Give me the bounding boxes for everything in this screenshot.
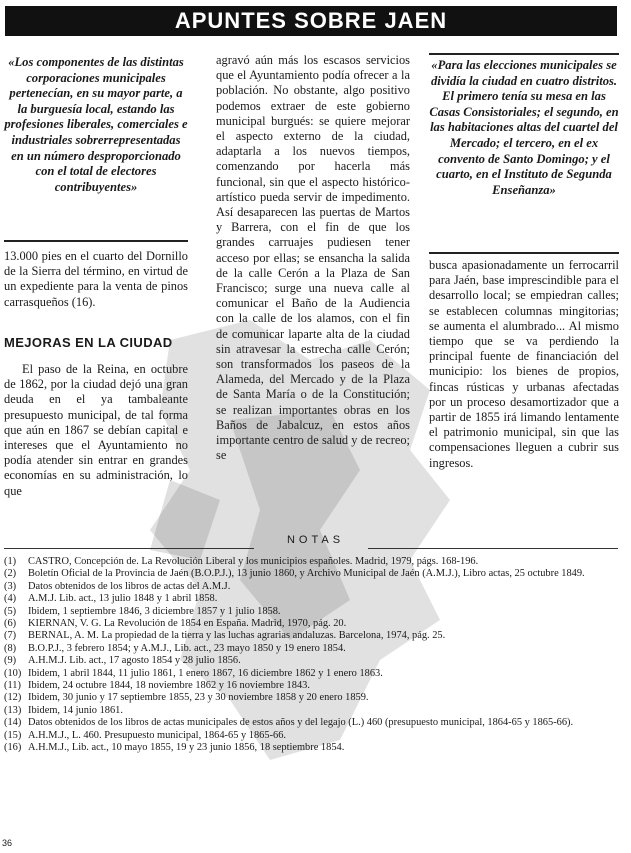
note-text: A.H.M.J. Lib. act., 17 agosto 1854 y 28 julio 1856. — [28, 655, 241, 667]
note-item — [4, 668, 618, 680]
note-item — [4, 568, 618, 580]
note-text: Datos obtenidos de los libros de actas municipales de estos años y del legajo (L.) 460 (presupuesto municipal, 1864-65 y 1865-66). — [28, 717, 574, 729]
pull-quote-left: «Los componentes de las distintas corporaciones municipales pertenecían, en su mayor parte, a la burguesía local, estando las profesiones liberales, comerciales e industriales sobrerrepresentadas en un número desproporcionado con el total de electores contribuyentes» — [4, 55, 188, 194]
note-text: Ibidem, 30 junio y 17 septiembre 1855, 23 y 30 noviembre 1858 y 20 enero 1859. — [28, 692, 369, 704]
right-column — [429, 258, 619, 471]
note-text: Ibidem, 14 junio 1861. — [28, 704, 123, 716]
left-column-intro — [4, 249, 188, 310]
notes-heading: NOTAS — [286, 534, 345, 546]
note-text: Ibidem, 1 abril 1844, 11 julio 1861, 1 enero 1867, 16 diciembre 1862 y 1 enero 1863. — [28, 667, 383, 679]
note-number: (14) — [4, 717, 22, 729]
note-text: A.M.J. Lib. act., 13 julio 1848 y 1 abril 1858. — [28, 593, 218, 605]
note-text: A.H.M.J., Lib. act., 10 mayo 1855, 19 y 23 junio 1856, 18 septiembre 1854. — [28, 742, 345, 754]
left-column-paragraph-1: 13.000 pies en el cuarto del Dornillo de la Sierra del término, en virtud de un expediente para la venta de pinos carrasqueños (16). — [4, 249, 188, 309]
note-number: (6) — [4, 618, 17, 630]
note-text: CASTRO, Concepción de. La Revolución Liberal y los municipios españoles. Madrid, 1979, págs. 168-196. — [28, 556, 479, 567]
left-column-paragraph-2: El paso de la Reina, en octubre de 1862, por la ciudad dejó una gran deuda en el ya tambaleante presupuesto municipal, de tal forma que aún en 1867 se debían capital e intereses que el Ayuntamiento no podía atender sin entrar en grandes economías en su administración, lo que — [4, 362, 188, 498]
page-header-bar — [5, 6, 617, 36]
note-text: Ibidem, 1 septiembre 1846, 3 diciembre 1857 y 1 julio 1858. — [28, 605, 281, 617]
note-number: (5) — [4, 605, 17, 617]
note-number: (3) — [4, 580, 17, 592]
note-number: (7) — [4, 630, 17, 642]
page-title: APUNTES SOBRE JAEN — [174, 8, 448, 33]
notes-list — [4, 556, 618, 755]
note-item — [4, 581, 618, 593]
note-number: (15) — [4, 729, 22, 741]
note-item — [4, 606, 618, 618]
note-number: (16) — [4, 742, 22, 754]
middle-column — [216, 53, 410, 463]
note-number: (12) — [4, 692, 22, 704]
note-number: (2) — [4, 568, 17, 580]
quote-left-divider — [4, 240, 188, 242]
note-text: Ibidem, 24 octubre 1844, 18 noviembre 1862 y 16 noviembre 1843. — [28, 680, 310, 692]
note-item — [4, 717, 618, 729]
note-item — [4, 680, 618, 692]
note-item — [4, 655, 618, 667]
notes-right-rule — [368, 548, 618, 549]
note-number: (11) — [4, 680, 21, 692]
middle-column-paragraph: agravó aún más los escasos servicios que el Ayuntamiento podía ofrecer a la población. No obstante, algo positivo podemos extraer de este gobierno municipal burgués: se quiere mejorar el aspecto externo de la ciudad, adaptarla a los nuevos tiempos, comenzando por hacerla más funcional, sin que el aspecto histórico-artístico pueda servir de impedimento. Así desaparecen las puertas de Martos y Barrera, con el fin de que los grandes carruajes pudiesen tener acceso por ellas; se ensancha la salida de la calle Cerón a la Plaza de San Francisco; surge una nueva calle al comunicar el Baño de la Audiencia con la calle de los alamos, con el fin de comunicar laparte alta de la ciudad sin atravesar la estrecha calle Cerón; son transformados los paseos de la Alameda, del Mercado y de la Plaza de Santa María o de la Constitución; se realizan importantes obras en los Baños de Jabalcuz, en estos años importante centro de salud y de recreo; se — [216, 53, 410, 463]
note-text: Boletín Oficial de la Provincia de Jaén (B.O.P.J.), 13 junio 1860, y Archivo Municipal de Jaén (A.M.J.), Libro actas, 25 octubre 1849. — [28, 568, 585, 580]
note-text: B.O.P.J., 3 febrero 1854; y A.M.J., Lib. act., 23 mayo 1850 y 19 enero 1854. — [28, 642, 346, 654]
note-item — [4, 692, 618, 704]
quote-right-top-divider — [429, 53, 619, 55]
note-number: (4) — [4, 593, 17, 605]
note-text: KIERNAN, V. G. La Revolución de 1854 en España. Madrid, 1970, pág. 20. — [28, 618, 347, 630]
note-text: A.H.M.J., L. 460. Presupuesto municipal, 1864-65 y 1865-66. — [28, 729, 287, 741]
page-number: 36 — [2, 838, 13, 848]
note-text: Datos obtenidos de los libros de actas del A.M.J. — [28, 580, 231, 592]
pull-quote-right: «Para las elecciones municipales se dividía la ciudad en cuatro distritos. El primero tenía su mesa en las Casas Consistoriales; el segundo, en las habitaciones altas del cuartel del Mercado; el tercero, en el ex convento de Santo Domingo; y el cuarto, en el Instituto de Segunda Enseñanza» — [429, 58, 619, 197]
section-heading: MEJORAS EN LA CIUDAD — [4, 335, 173, 350]
note-number: (8) — [4, 642, 17, 654]
note-item — [4, 730, 618, 742]
note-number: (10) — [4, 667, 22, 679]
note-item — [4, 742, 618, 754]
right-column-paragraph: busca apasionadamente un ferrocarril para Jaén, base imprescindible para el desarrollo local; se empiedran calles; se establecen columnas mingitorias; se aumenta el alumbrado... Al mismo tiempo que se va perdiendo la principal fuente de financiación del municipio: los bienes de propios, fincas rústicas y urbanas afectadas por un proceso desamortizador que a partir de 1855 irá limando lentamente el patrimonio municipal, sin que las compensaciones lleguen a cubrir sus ingresos. — [429, 258, 619, 470]
note-item — [4, 618, 618, 630]
left-column-body — [4, 362, 188, 499]
note-number: (13) — [4, 704, 22, 716]
note-number: (9) — [4, 655, 17, 667]
quote-right-bottom-divider — [429, 252, 619, 254]
note-item — [4, 630, 618, 642]
note-number: (1) — [4, 556, 17, 567]
note-item — [4, 556, 618, 568]
note-item — [4, 643, 618, 655]
notes-left-rule — [4, 548, 254, 549]
note-item — [4, 593, 618, 605]
note-text: BERNAL, A. M. La propiedad de la tierra y las luchas agrarias andaluzas. Barcelona, 1974, pág. 25. — [28, 630, 446, 642]
note-item — [4, 705, 618, 717]
